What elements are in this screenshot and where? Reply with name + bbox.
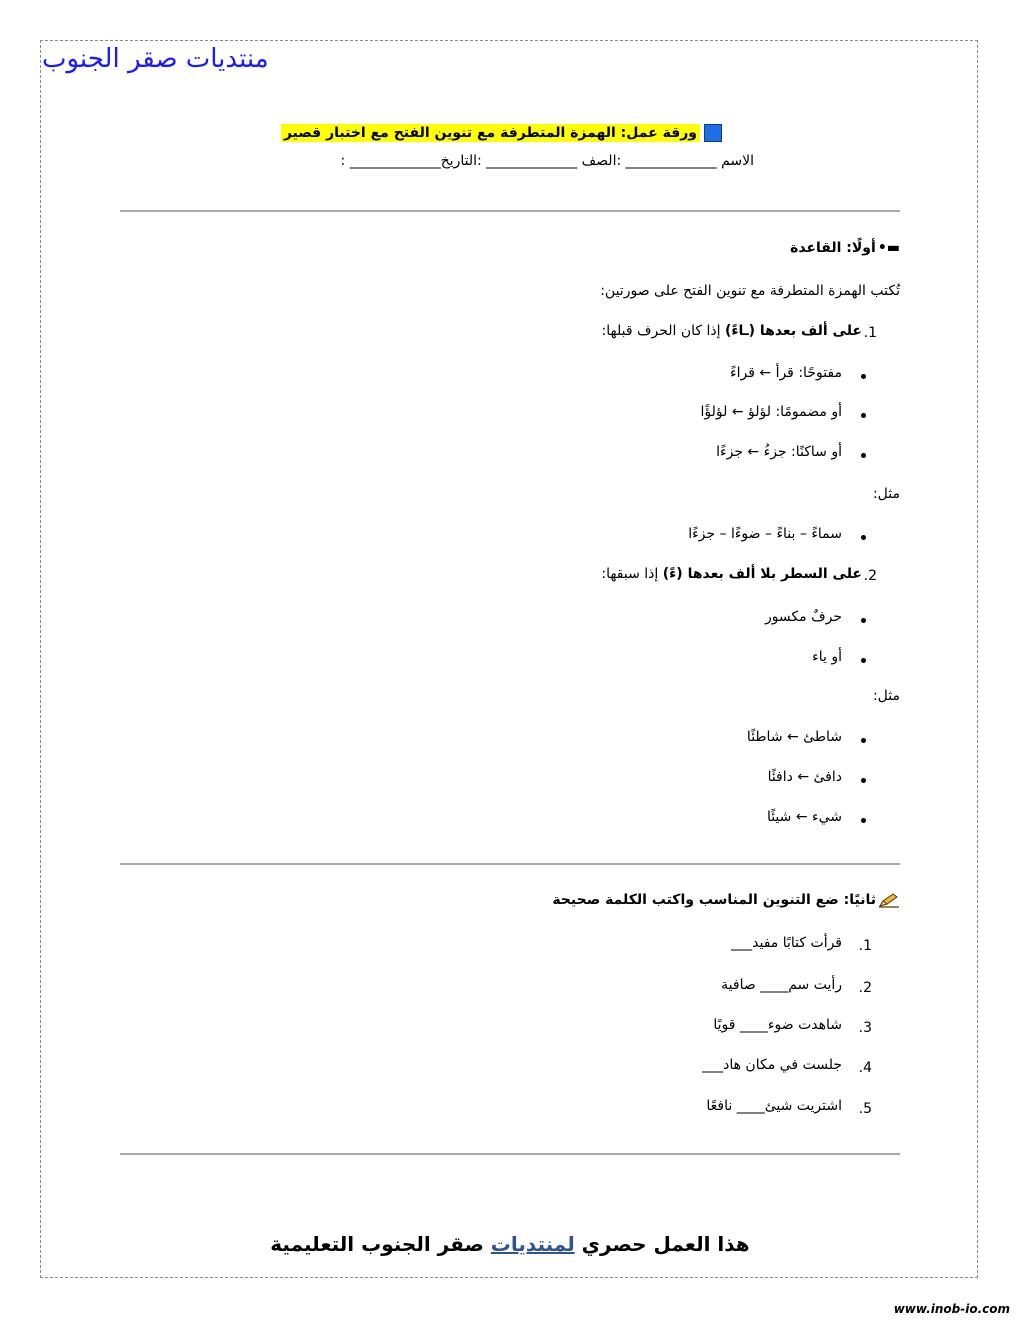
list-number: .2 — [858, 980, 872, 996]
site-title: منتديات صقر الجنوب — [42, 44, 269, 74]
exercise-item: رأيت سم____ صافية — [721, 977, 842, 993]
rule1: على ألف بعدها (ـاءً) إذا كان الحرف قبلها: — [601, 323, 862, 339]
list-item: دافئ ← دافئًا — [767, 769, 842, 785]
bullet — [861, 818, 866, 823]
list-number: .4 — [858, 1060, 872, 1076]
list-item: حرفٌ مكسور — [764, 609, 842, 625]
pencil-icon — [878, 892, 900, 908]
section2-heading: ثانيًا: ضع التنوين المناسب واكتب الكلمة صحيحة — [552, 892, 900, 908]
section1-intro: تُكتب الهمزة المتطرفة مع تنوين الفتح على صورتين: — [600, 283, 900, 299]
bullet — [861, 535, 866, 540]
forum-link[interactable]: لمنتديات — [490, 1232, 575, 1256]
list-number: .5 — [858, 1101, 872, 1117]
list-item: أو ياء — [812, 649, 842, 665]
footer-note: هذا العمل حصري لمنتديات صقر الجنوب التعليمية — [270, 1232, 750, 1256]
divider — [120, 210, 900, 212]
student-info-line: الاسم _____________ :الصف _____________ :التاريخ_____________ : — [340, 153, 754, 169]
exercise-item: جلست في مكان هاد___ — [702, 1057, 842, 1073]
divider — [120, 1153, 900, 1155]
list-item: مفتوحًا: قرأ ← قراءً — [730, 365, 842, 381]
bullet — [861, 738, 866, 743]
list-number: .3 — [858, 1020, 872, 1036]
list-number: .1 — [858, 938, 872, 954]
worksheet-title — [281, 124, 722, 142]
bullet — [861, 413, 866, 418]
bullet — [861, 374, 866, 379]
list-item: أو مضمومًا: لؤلؤ ← لؤلؤًا — [700, 404, 842, 420]
bullet — [861, 453, 866, 458]
list-item: شاطئ ← شاطئًا — [746, 729, 842, 745]
divider — [120, 863, 900, 865]
list-number: .1 — [863, 325, 877, 341]
bullet — [861, 618, 866, 623]
example-label: مثل: — [872, 486, 900, 502]
exercise-item: قرأت كتابًا مفيد___ — [731, 935, 842, 951]
square-icon — [704, 124, 722, 142]
example-label: مثل: — [872, 688, 900, 704]
dash-icon: ▬• — [877, 240, 900, 256]
exercise-item: اشتريت شيئ____ نافعًا — [706, 1098, 842, 1114]
list-item: شيء ← شيئًا — [766, 809, 842, 825]
bullet — [861, 778, 866, 783]
section1-heading: ▬•أولًا: القاعدة — [790, 240, 900, 256]
list-item: سماءً – بناءً – ضوءًا – جزءًا — [688, 526, 842, 542]
rule2: على السطر بلا ألف بعدها (ءً) إذا سبقها: — [601, 566, 862, 582]
worksheet-title-text: ورقة عمل: الهمزة المتطرفة مع تنوين الفتح مع اختبار قصير — [281, 124, 700, 142]
bullet — [861, 658, 866, 663]
site-url: www.inob-io.com — [893, 1302, 1010, 1316]
list-item: أو ساكنًا: جزءُ ← جزءًا — [716, 444, 842, 460]
list-number: .2 — [863, 568, 877, 584]
exercise-item: شاهدت ضوء____ قويًا — [713, 1017, 842, 1033]
